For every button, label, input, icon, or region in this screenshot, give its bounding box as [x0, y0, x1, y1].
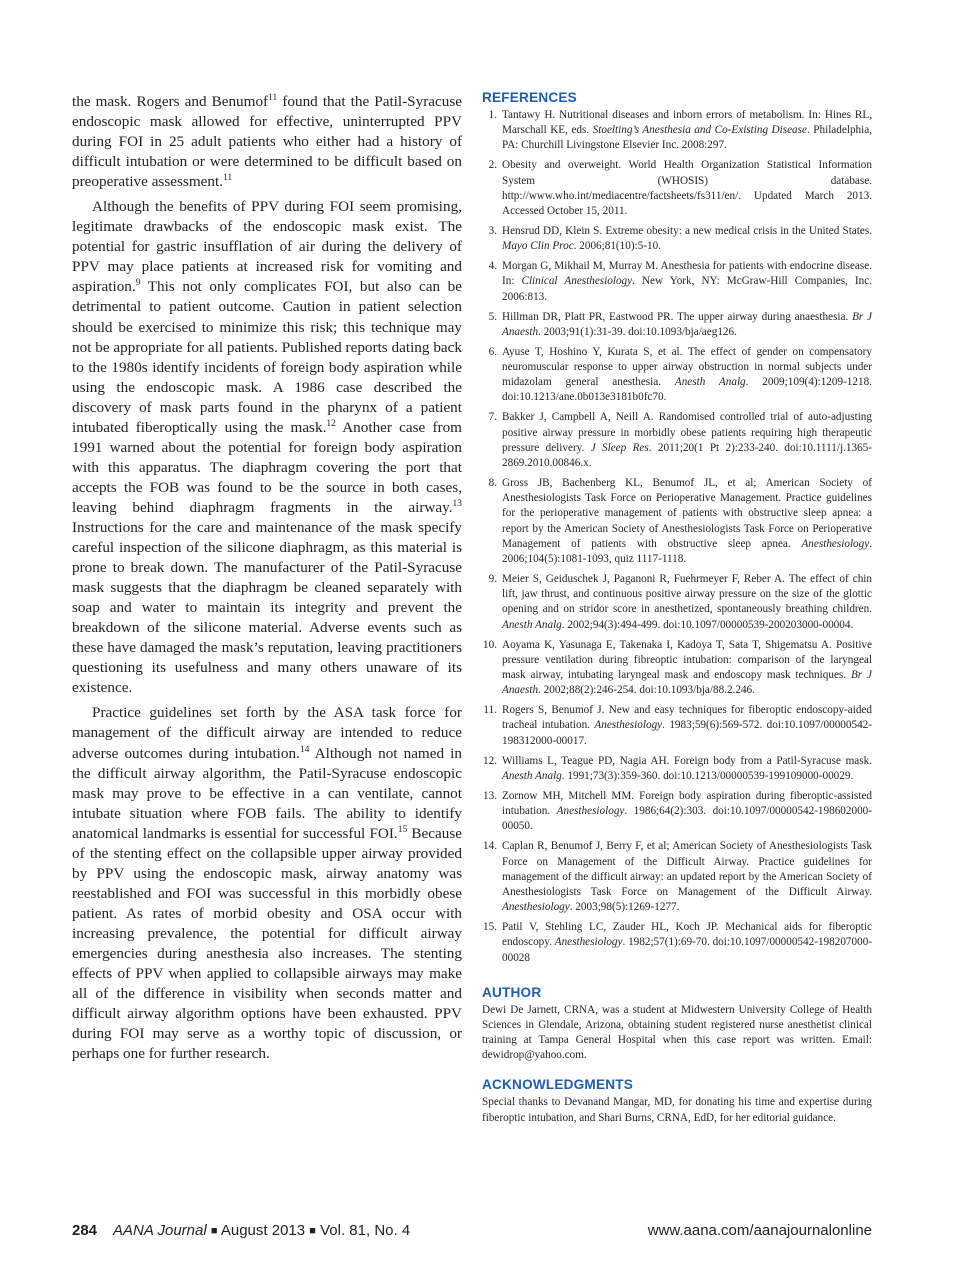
- reference-item: 6. Ayuse T, Hoshino Y, Kurata S, et al. The effect of gender on compensatory neuromuscular response to upper airway obstruction in normal subjects under midazolam general anesthesia. Anesth Analg. 2009;109(4):1209-1218. doi:10.1213/ane.0b013e3181b0fc70.: [482, 345, 872, 406]
- reference-number: 13.: [483, 789, 497, 802]
- citation-superscript: 9: [135, 278, 141, 289]
- reference-item: 13. Zornow MH, Mitchell MM. Foreign body aspiration during fiberoptic-assisted intubation. Anesthesiology. 1986;64(2):303. doi:10.1097/00000542-198602000-00050.: [483, 789, 872, 833]
- author-heading: AUTHOR: [482, 984, 542, 1000]
- reference-item: 8. Gross JB, Bachenberg KL, Benumof JL, et al; American Society of Anesthesiologists Task Force on Perioperative Management. Practice guidelines for the perioperative management of patients with obstructive sleep apnea: a report by the American Society of Anesthesiologists Task Force on Perioperative Management of patients with obstructive sleep apnea. Anesthesiology. 2006;104(5):1081-1093, quiz 1117-1118.: [482, 476, 872, 567]
- reference-item: 5. Hillman DR, Platt PR, Eastwood PR. The upper airway during anaesthesia. Br J Anaesth. 2003;91(1):31-39. doi:10.1093/bja/aeg126.: [482, 310, 872, 340]
- citation-superscript: 11: [268, 92, 278, 103]
- reference-item: 4. Morgan G, Mikhail M, Murray M. Anesthesia for patients with endocrine disease. In: Clinical Anesthesiology. New York, NY: McGraw-Hill Companies, Inc. 2006:813.: [482, 259, 872, 305]
- back-matter-column: [482, 89, 872, 1126]
- body-paragraph: Although the benefits of PPV during FOI seem promising, legitimate drawbacks of the endoscopic mask exist. The potential for gastric insufflation of air during the delivery of PPV may place patients at increased risk for vomiting and aspiration.$^9$ This not only complicates FOI, but also can be detrimental to patient outcome. Caution in patient selection should be exercised to minimize this risk; this technique may not be appropriate for all patients. Published reports dating back to the 1980s identify incidents of foreign body aspiration while using the endoscopic mask. A 1986 case described the discovery of mask parts found in the pharynx of a patient intubated fiberoptically using the mask.$^{12}$ Another case from 1991 warned about the potential for foreign body aspiration with this apparatus. The diaphragm covering the port that accepts the FOB was found to be the source in both cases, leaving behind diaphragm fragments in the airway.$^{13}$ Instructions for the care and maintenance of the mask specify careful inspection of the silicone diaphragm, as this material is prone to break down. The manufacturer of the Patil-Syracuse mask suggests that the diaphragm be cleaned separately with soap and water to maintain its integrity and prevent the breakdown of the silicone material. Adverse events such as these have damaged the mask’s reputation, leaving practitioners questioning its usefulness and many others unaware of its existence.: [72, 198, 462, 697]
- journal-title-italic: Anesthesiology: [801, 537, 870, 550]
- references-heading: REFERENCES: [482, 90, 577, 105]
- reference-item: 10. Aoyama K, Yasunaga E, Takenaka I, Kadoya T, Sata T, Shigematsu A. Positive pressure ventilation during fibreoptic intubation: comparison of the laryngeal mask airway, intubating laryngeal mask and endoscopy mask techniques. Br J Anaesth. 2002;88(2):246-254. doi:10.1093/bja/88.2.246.: [483, 638, 872, 697]
- journal-title-italic: Clinical Anesthesiology: [521, 275, 633, 288]
- reference-number: 12.: [483, 754, 497, 767]
- footer-citation: [72, 1222, 410, 1239]
- reference-number: 6.: [488, 345, 497, 358]
- journal-title-italic: Br J Anaesth: [502, 669, 872, 697]
- journal-url: www.aana.com/aanajournalonline: [647, 1222, 872, 1239]
- citation-superscript: 13: [452, 498, 462, 509]
- reference-number: 4.: [488, 260, 497, 273]
- reference-item: 9. Meier S, Geiduschek J, Paganoni R, Fuehrmeyer F, Reber A. The effect of chin lift, jaw thrust, and continuous positive airway pressure on the size of the glottic opening and on stridor score in anesthetized, spontaneously breathing children. Anesth Analg. 2002;94(3):494-499. doi:10.1097/00000539-200203000-00004.: [482, 572, 872, 633]
- author-bio: Dewi De Jarnett, CRNA, was a student at Midwestern University College of Health Sciences in Glendale, Arizona, obtaining student registered nurse anesthetist clinical training at Tampa General Hospital when this case report was written. Email: dewidrop@yahoo.com.: [482, 1003, 872, 1062]
- body-paragraph: the mask. Rogers and Benumof$^{11}$ found that the Patil-Syracuse endoscopic mask allowed for effective, uninterrupted PPV during FOI in 25 adult patients who either had a history of difficult intubation or were determined to be difficult based on preoperative assessment.$^{11}$: [72, 92, 462, 191]
- page-footer: [72, 1222, 872, 1242]
- reference-item: 12. Williams L, Teague PD, Nagia AH. Foreign body from a Patil-Syracuse mask. Anesth Analg. 1991;73(3):359-360. doi:10.1213/00000539-199109000-00029.: [483, 754, 872, 782]
- reference-number: 15.: [483, 921, 497, 934]
- reference-number: 10.: [483, 638, 497, 651]
- journal-title-italic: Anesth Analg: [674, 376, 746, 389]
- journal-title-italic: Br J Anaesth: [502, 310, 872, 338]
- reference-number: 8.: [488, 477, 497, 490]
- acknowledgments-text: Special thanks to Devanand Mangar, MD, for donating his time and expertise during fiberoptic intubation, and Shari Burns, CRNA, EdD, for her editorial guidance.: [482, 1096, 872, 1124]
- page-number: 284: [72, 1222, 98, 1239]
- reference-number: 9.: [488, 573, 497, 586]
- journal-title-italic: Anesth Analg: [502, 769, 562, 782]
- body-paragraph: Practice guidelines set forth by the ASA task force for management of the difficult airway are intended to reduce adverse outcomes during intubation.$^{14}$ Although not named in the difficult airway algorithm, the Patil-Syracuse endoscopic mask may prove to be effective in a can ventilate, cannot intubate situation where FOB fails. The ability to identify anatomical landmarks is essential for successful FOI.$^{15}$ Because of the stenting effect on the collapsible upper airway provided by PPV using the endoscopic mask, airway anatomy was reestablished and FOI was successful in this morbidly obese patient. As rates of morbid obesity and OSA occur with increasing prevalence, the potential for difficult airway emergencies during anesthesia also increases. The stenting effects of PPV when applied to collapsible airways may make all of the difference in visibility when seconds matter and difficult airway algorithm options have been exhausted. PPV during FOI may serve as a worthy topic of discussion, or perhaps one for further research.: [72, 704, 462, 1063]
- reference-number: 1.: [488, 109, 497, 121]
- reference-number: 2.: [488, 159, 497, 172]
- citation-superscript: 15: [397, 824, 408, 835]
- separator-square: ■: [210, 1225, 218, 1237]
- journal-title-italic: Anesth Analg: [502, 618, 562, 631]
- journal-title-italic: Anesthesiology: [554, 936, 623, 949]
- reference-item: 3. Hensrud DD, Klein S. Extreme obesity: a new medical crisis in the United States. Mayo Clin Proc. 2006;81(10):5-10.: [482, 224, 872, 254]
- reference-item: 7. Bakker J, Campbell A, Neill A. Randomised controlled trial of auto-adjusting positive airway pressure in morbidly obese patients requiring high therapeutic pressure delivery. J Sleep Res. 2011;20(1 Pt 2):233-240. doi:10.1111/j.1365-2869.2010.00846.x.: [482, 410, 872, 471]
- separator-square: ■: [309, 1225, 316, 1237]
- citation-superscript: 14: [299, 744, 310, 755]
- reference-number: 7.: [488, 411, 497, 424]
- reference-number: 5.: [488, 310, 497, 323]
- journal-title-italic: Mayo Clin Proc: [502, 240, 574, 253]
- issue-date: August 2013: [220, 1222, 306, 1239]
- reference-item: 15. Patil V, Stehling LC, Zauder HL, Koch JP. Mechanical aids for fiberoptic endoscopy. Anesthesiology. 1982;57(1):69-70. doi:10.1097/00000542-198207000-00028: [483, 921, 873, 964]
- journal-title-italic: Anesthesiology: [556, 805, 625, 818]
- references-list: [482, 108, 872, 966]
- reference-number: 3.: [488, 225, 497, 238]
- reference-item: 11. Rogers S, Benumof J. New and easy techniques for fiberoptic endoscopy-aided tracheal intubation. Anesthesiology. 1983;59(6):569-572. doi:10.1097/00000542-198312000-00017.: [483, 704, 872, 747]
- reference-item: 2. Obesity and overweight. World Health Organization Statistical Information System (WHOSIS) database. http://www.who.int/mediacentre/factsheets/fs311/en/. Updated March 2013. Accessed October 15, 2011.: [482, 158, 872, 219]
- reference-item: 14. Caplan R, Benumof J, Berry F, et al; American Society of Anesthesiologists Task Force on Management of the Difficult Airway. Practice guidelines for management of the difficult airway: an updated report by the American Society of Anesthesiologists Task Force on Management of the Difficult Airway. Anesthesiology. 2003;98(5):1269-1277.: [483, 840, 872, 914]
- acknowledgments-heading: ACKNOWLEDGMENTS: [482, 1077, 634, 1093]
- journal-name: AANA Journal: [113, 1222, 207, 1239]
- journal-title-italic: Stoelting’s Anesthesia and Co-Existing Disease: [592, 124, 807, 137]
- volume-issue: Vol. 81, No. 4: [320, 1222, 411, 1239]
- body-text-column: [72, 92, 462, 1064]
- citation-superscript: 11: [222, 173, 233, 184]
- journal-title-italic: Anesthesiology: [502, 901, 570, 914]
- reference-number: 14.: [483, 840, 497, 853]
- reference-item: 1. Tantawy H. Nutritional diseases and inborn errors of metabolism. In: Hines RL, Marschall KE, eds. Stoelting’s Anesthesia and Co-Existing Disease. Philadelphia, PA: Churchill Livingstone Elsevier Inc. 2008:297.: [482, 108, 872, 154]
- journal-title-italic: Anesthesiology: [594, 719, 663, 732]
- journal-title-italic: J Sleep Res: [590, 441, 649, 454]
- reference-number: 11.: [483, 704, 497, 717]
- citation-superscript: 12: [326, 418, 336, 429]
